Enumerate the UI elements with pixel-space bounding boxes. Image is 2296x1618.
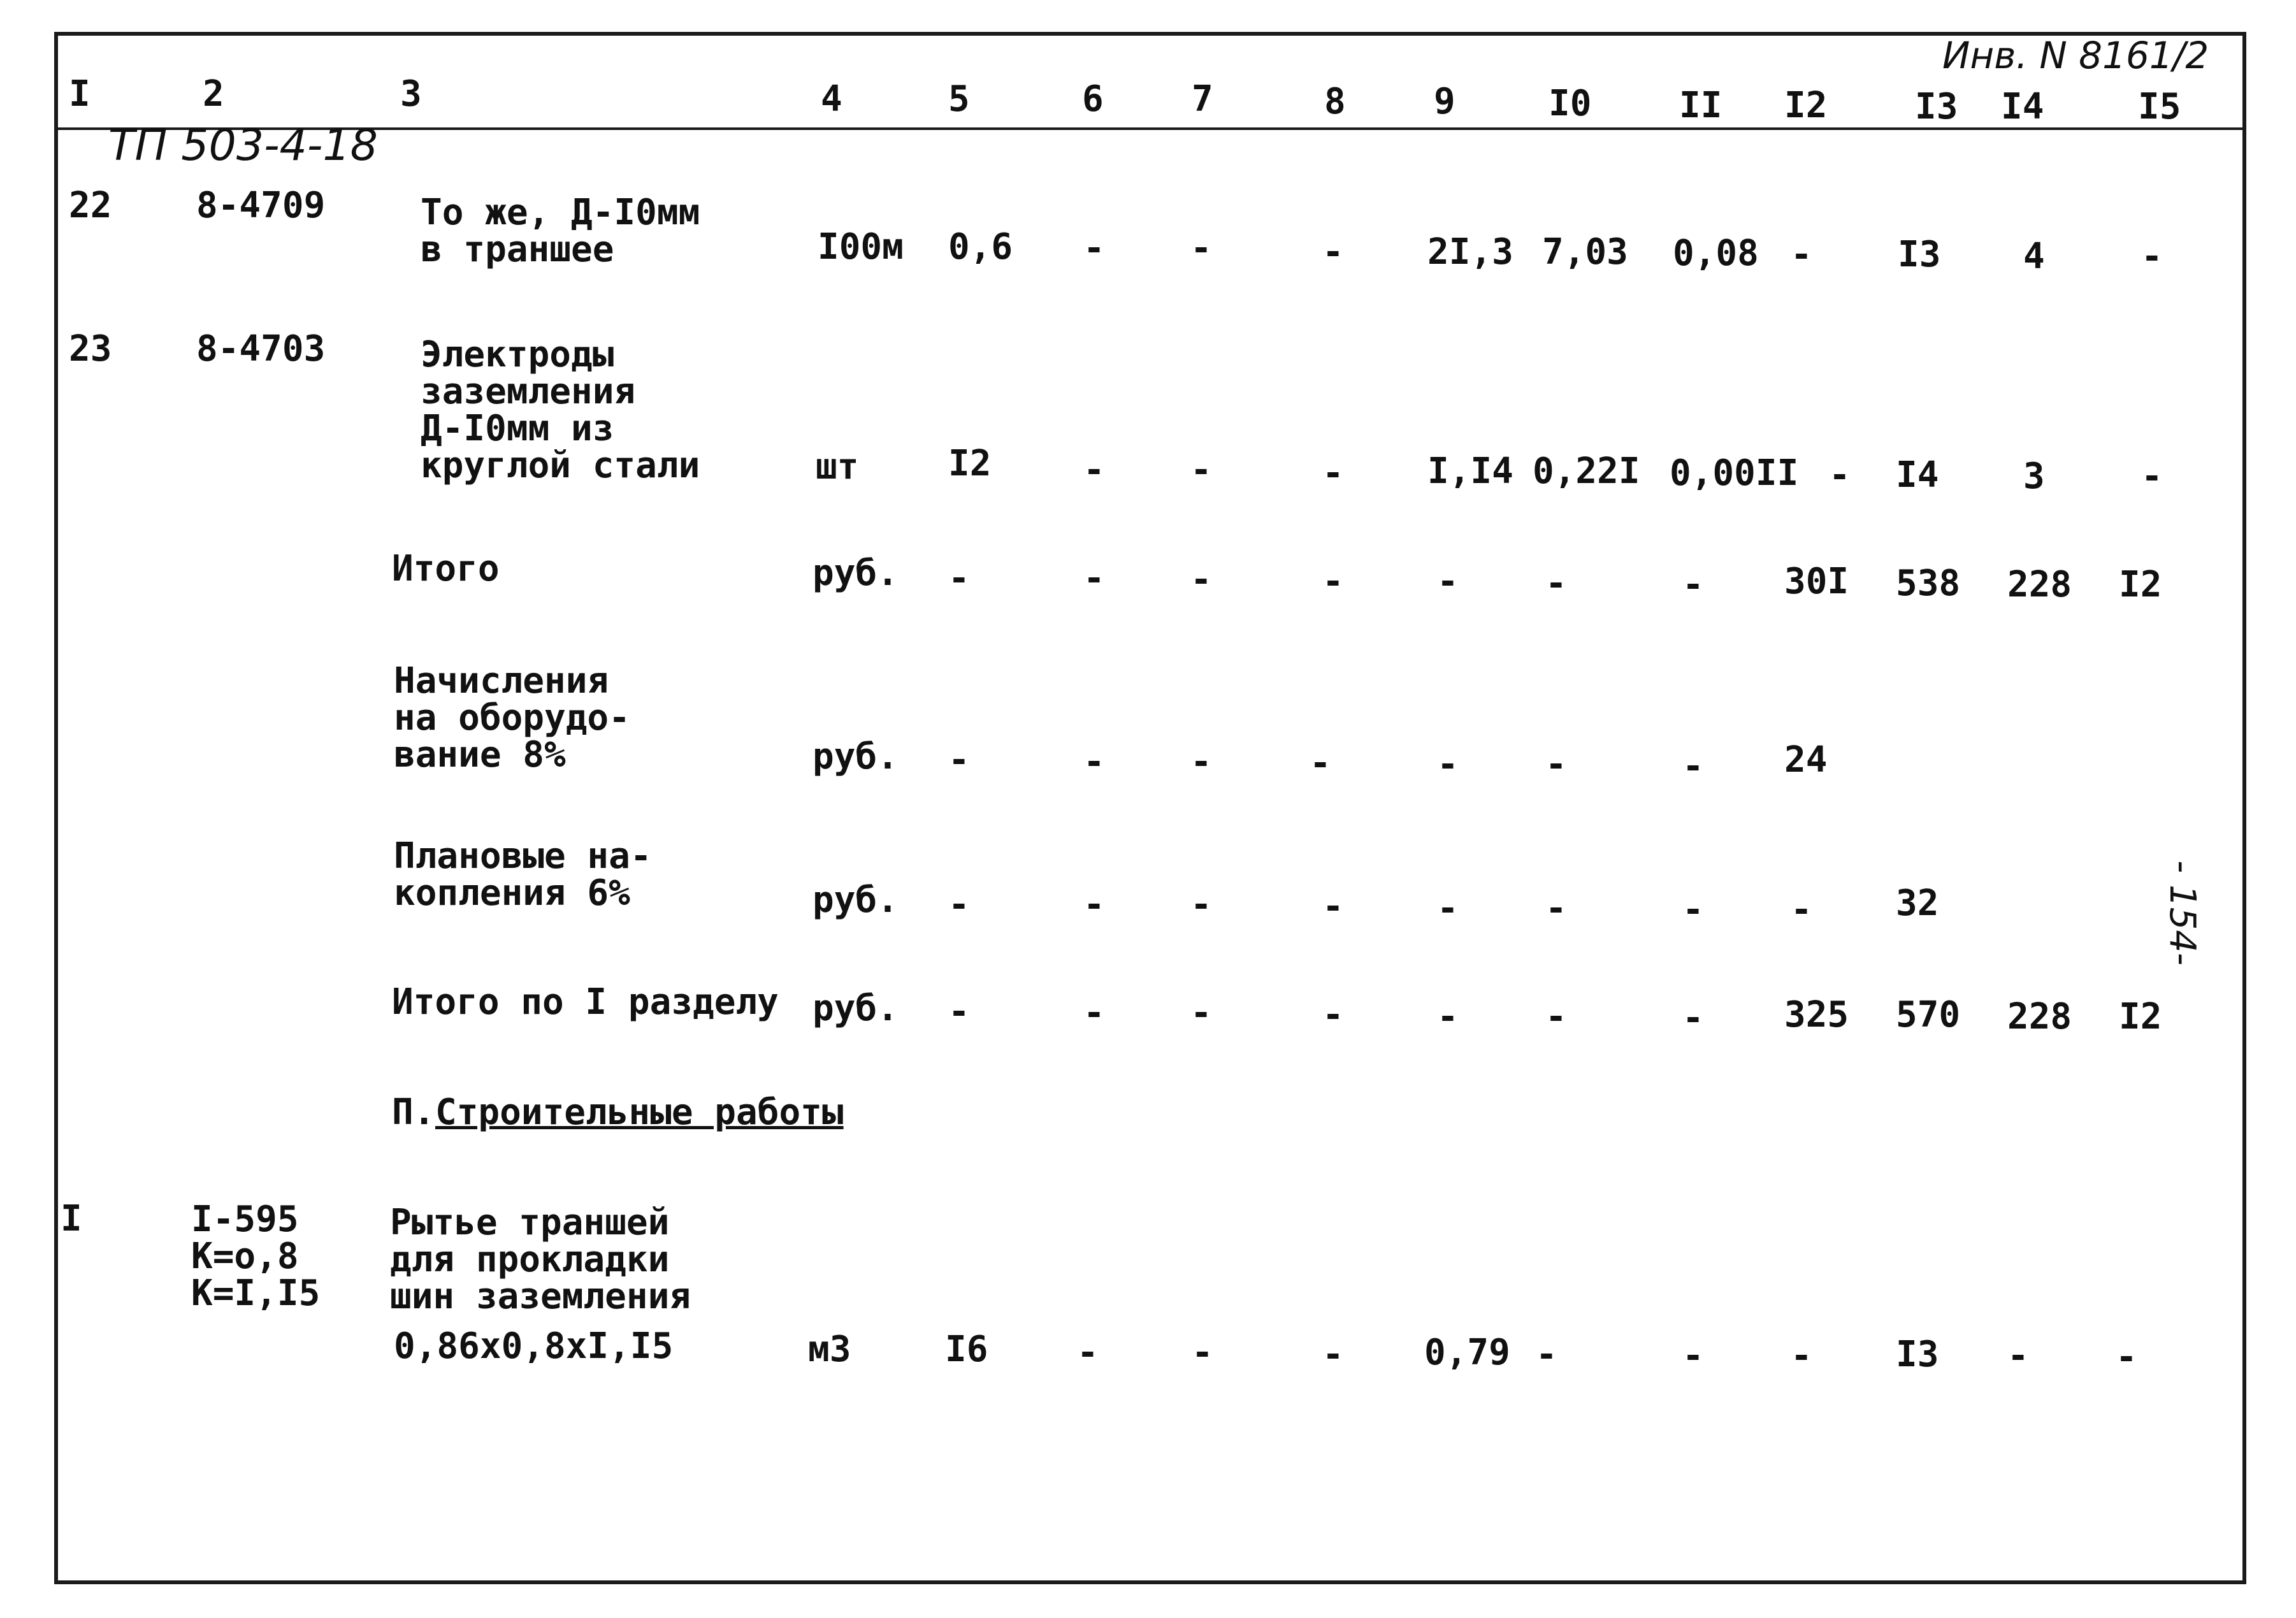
row-23-num: 23	[69, 328, 112, 370]
row-23-c6: -	[1083, 449, 1105, 491]
plan-c11: -	[1682, 889, 1704, 930]
row-22-desc: То же, Д-I0мм в траншее	[421, 192, 700, 270]
itogo1-c6: -	[1083, 992, 1105, 1034]
col-header-11: II	[1679, 85, 1722, 126]
row-22-c14: 4	[2023, 236, 2045, 277]
itogo1-c10: -	[1545, 996, 1567, 1037]
row-23-c13: I4	[1896, 454, 1939, 496]
row-23-c8: -	[1322, 452, 1344, 494]
plan-c5: -	[948, 884, 970, 925]
inventory-number: Инв. N 8161/2	[1942, 34, 2209, 77]
col-header-7: 7	[1192, 78, 1213, 120]
nach-c10: -	[1545, 744, 1567, 785]
page-number: - 154-	[2162, 860, 2203, 966]
row-ii1-c11: -	[1682, 1335, 1704, 1376]
row-ii1-c14: -	[2007, 1335, 2029, 1376]
itogo1-c8: -	[1322, 994, 1344, 1036]
itogo1-c9: -	[1437, 996, 1459, 1037]
itogo-c15: I2	[2119, 564, 2162, 605]
row-ii1-c5: I6	[945, 1329, 988, 1370]
col-header-4: 4	[821, 78, 842, 120]
itogo1-c13: 570	[1896, 994, 1961, 1036]
nach-c5: -	[948, 739, 970, 781]
row-ii1-c13: I3	[1896, 1334, 1939, 1375]
row-23-c7: -	[1190, 449, 1212, 491]
plan-c10: -	[1545, 888, 1567, 929]
row-23-unit: шт	[816, 446, 859, 488]
itogo-c10: -	[1545, 563, 1567, 604]
row-22-c9: 2I,3	[1427, 231, 1513, 273]
plan-c9: -	[1437, 888, 1459, 929]
row-22-c15: -	[2141, 236, 2163, 277]
row-22-c12: -	[1791, 234, 1812, 275]
row-23-c11: 0,00II	[1670, 452, 1799, 494]
nach-c6: -	[1083, 741, 1105, 783]
row-23-c9: I,I4	[1427, 451, 1513, 492]
itogo1-c5: -	[948, 991, 970, 1032]
itogo-c9: -	[1437, 561, 1459, 602]
row-23-code: 8-4703	[196, 328, 326, 370]
row-22-c13: I3	[1898, 234, 1941, 275]
nach-unit: руб.	[812, 736, 899, 777]
row-ii1-c7: -	[1192, 1332, 1213, 1373]
row-ii1-formula: 0,86х0,8хI,I5	[394, 1325, 674, 1367]
row-22-c8: -	[1322, 231, 1344, 273]
plan-c6: -	[1083, 884, 1105, 925]
row-23-c12: -	[1829, 454, 1851, 496]
row-ii1-c15: -	[2116, 1336, 2137, 1378]
section-2-title: Строительные работы	[435, 1092, 844, 1133]
col-header-8: 8	[1324, 81, 1346, 122]
plan-c13: 32	[1896, 883, 1939, 924]
itogo-c8: -	[1322, 561, 1344, 602]
row-22-c6: -	[1083, 228, 1105, 269]
nach-c11: -	[1682, 746, 1704, 787]
project-code: ТП 503-4-18	[108, 120, 378, 171]
section-2-prefix: П.	[392, 1092, 435, 1133]
row-22-num: 22	[69, 185, 112, 226]
header-rule	[54, 127, 2246, 130]
nach-c9: -	[1437, 744, 1459, 785]
row-22-unit: I00м	[818, 226, 904, 268]
nach-c7: -	[1190, 741, 1212, 783]
row-23-c5: I2	[948, 443, 992, 484]
itogo-c5: -	[948, 558, 970, 599]
row-ii1-c10: -	[1536, 1334, 1557, 1375]
row-23-desc: Электроды заземления Д-I0мм из круглой стали	[421, 334, 700, 486]
itogo-c11: -	[1682, 564, 1704, 605]
nach-c12: 24	[1784, 739, 1828, 781]
col-header-12: I2	[1784, 85, 1828, 126]
row-22-c10: 7,03	[1542, 231, 1628, 273]
nach-c8: -	[1310, 742, 1331, 784]
itogo1-c15: I2	[2119, 996, 2162, 1037]
row-ii1-desc: Рытье траншей для прокладки шин заземления	[390, 1202, 691, 1317]
row-ii1-num: I	[61, 1198, 82, 1239]
col-header-9: 9	[1434, 81, 1455, 122]
col-header-3: 3	[400, 73, 422, 115]
col-header-15: I5	[2138, 86, 2181, 127]
row-23-c14: 3	[2023, 456, 2045, 497]
col-header-14: I4	[2001, 86, 2044, 127]
row-ii1-c8: -	[1322, 1334, 1344, 1375]
row-23-c10: 0,22I	[1533, 451, 1640, 492]
row-ii1-c12: -	[1791, 1335, 1812, 1376]
row-23-c15: -	[2141, 456, 2163, 497]
itogo-c14: 228	[2007, 564, 2072, 605]
itogo-c12: 30I	[1784, 561, 1849, 602]
row-22-c5: 0,6	[948, 226, 1013, 268]
row-ii1-code: I-595 К=о,8 К=I,I5	[191, 1199, 321, 1314]
plan-unit: руб.	[812, 879, 899, 921]
plan-c12: -	[1791, 889, 1812, 930]
row-ii1-c6: -	[1077, 1332, 1099, 1373]
itogo1-desc: Итого по I разделу	[392, 981, 779, 1023]
itogo1-c11: -	[1682, 997, 1704, 1039]
row-22-code: 8-4709	[196, 185, 326, 226]
itogo1-c7: -	[1190, 992, 1212, 1034]
itogo-c6: -	[1083, 558, 1105, 599]
row-ii1-unit: м3	[808, 1329, 851, 1370]
col-header-1: I	[69, 73, 90, 115]
itogo-c7: -	[1190, 559, 1212, 600]
itogo1-c14: 228	[2007, 996, 2072, 1037]
itogo-desc: Итого	[392, 548, 500, 589]
plan-c7: -	[1190, 884, 1212, 925]
itogo1-c12: 325	[1784, 994, 1849, 1036]
row-22-c11: 0,08	[1673, 233, 1759, 274]
col-header-6: 6	[1082, 78, 1104, 120]
itogo-c13: 538	[1896, 563, 1961, 604]
plan-desc: Плановые на- копления 6%	[394, 835, 652, 914]
row-ii1-c9: 0,79	[1424, 1332, 1510, 1373]
col-header-13: I3	[1915, 86, 1958, 127]
nach-desc: Начисления на оборудо- вание 8%	[394, 660, 630, 776]
itogo1-unit: руб.	[812, 988, 899, 1029]
col-header-10: I0	[1549, 83, 1592, 124]
plan-c8: -	[1322, 886, 1344, 927]
col-header-2: 2	[203, 73, 224, 115]
col-header-5: 5	[948, 78, 970, 120]
row-22-c7: -	[1190, 228, 1212, 269]
itogo-unit: руб.	[812, 553, 899, 594]
